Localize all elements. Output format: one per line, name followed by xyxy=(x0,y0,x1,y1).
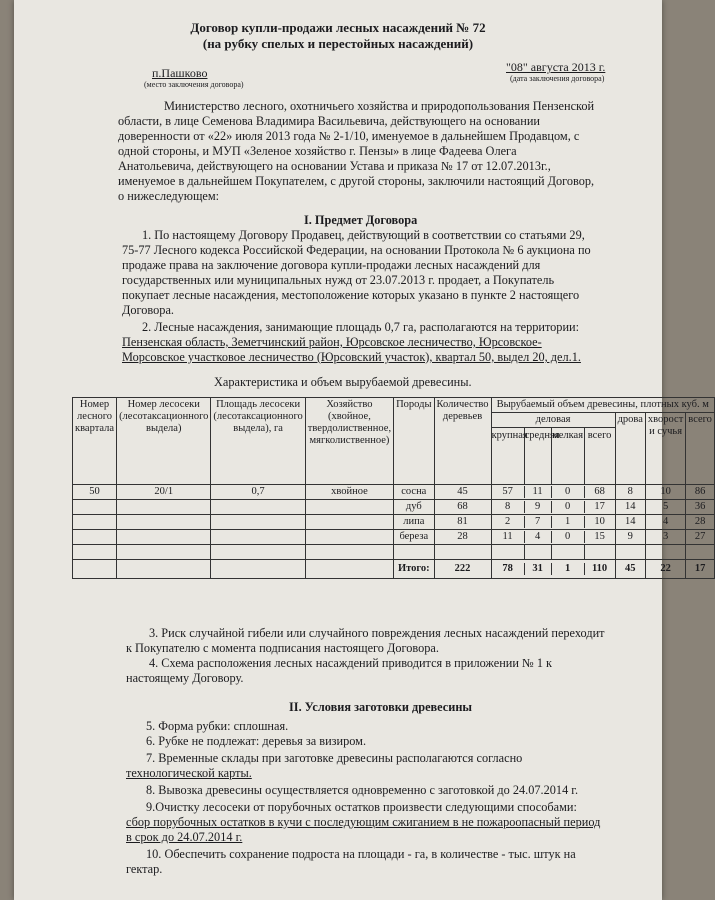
timber-volume-table xyxy=(72,397,715,579)
section2-heading: II. Условия заготовки древесины xyxy=(289,700,473,714)
cell-business-group xyxy=(491,485,615,500)
cell-business-group xyxy=(491,500,615,515)
col-header-area: Площадь лесосеки (лесотаксационного выдела), га xyxy=(211,398,305,485)
date-caption: (дата заключения договора) xyxy=(510,74,605,83)
cell-firewood: 14 xyxy=(615,515,645,530)
col-header-firewood: дрова xyxy=(615,413,645,485)
table-row xyxy=(73,530,715,545)
cell-species: береза xyxy=(394,530,434,545)
cell-brush: 4 xyxy=(645,515,685,530)
cell-large: 2 xyxy=(492,516,525,528)
clause1-line: продаже права на заключение договора купли-продажи лесных насаждений для xyxy=(122,258,541,272)
clause1-line: Договора. xyxy=(122,303,174,317)
clause4-line: настоящему Договору. xyxy=(126,671,244,685)
date-value: "08" августа 2013 г. xyxy=(506,60,606,74)
clause10-line: гектар. xyxy=(126,862,163,876)
preamble-line: именуемое в дальнейшем Покупателем, с другой стороны, заключили настоящий Договор, xyxy=(118,174,595,188)
clause5-line: 5. Форма рубки: сплошная. xyxy=(146,719,289,733)
cell-firewood: 8 xyxy=(615,485,645,500)
cell-total-small: 1 xyxy=(552,563,585,575)
col-header-total: всего xyxy=(686,413,715,485)
cell-deliana: 20/1 xyxy=(117,485,211,500)
cell-medium: 7 xyxy=(525,516,552,528)
cell-total-bus: 110 xyxy=(591,563,608,574)
cell-business-group xyxy=(491,530,615,545)
cell-bus-total: 17 xyxy=(594,501,605,512)
cell-species: дуб xyxy=(394,500,434,515)
clause4-line: 4. Схема расположения лесных насаждений приводится в приложении № 1 к xyxy=(149,656,553,670)
place-caption: (место заключения договора) xyxy=(144,80,244,89)
cell-kvartal: 50 xyxy=(73,485,117,500)
col-header-species: Породы xyxy=(394,398,434,485)
col-header-business: деловая xyxy=(492,413,615,428)
cell-count: 81 xyxy=(434,515,491,530)
cell-bus-total: 15 xyxy=(594,531,605,542)
preamble-line: области, в лице Семенова Владимира Васильевича, действующего на основании xyxy=(118,114,541,128)
clause7-line: технологической карты. xyxy=(126,766,252,780)
cell-total-total: 17 xyxy=(686,560,715,579)
cell-household: хвойное xyxy=(305,485,393,500)
table-total-row xyxy=(73,560,715,579)
preamble-line: о нижеследующем: xyxy=(118,189,220,203)
col-header-deliana: Номер лесосеки (лесотаксационного выдела) xyxy=(117,398,211,485)
cell-total: 28 xyxy=(686,515,715,530)
clause2-location: Морсовское участковое лесничество (Юрсовский участок), квартал 50, выдел 20, дел.1. xyxy=(122,350,581,364)
section1-heading: I. Предмет Договора xyxy=(304,213,418,227)
contract-subtitle: (на рубку спелых и перестойных насаждений) xyxy=(202,36,474,51)
col-header-brush: хворост и сучья xyxy=(645,413,685,485)
cell-small: 1 xyxy=(552,516,585,528)
cell-count: 45 xyxy=(434,485,491,500)
clause2-line: 2. Лесные насаждения, занимающие площадь 0,7 га, располагаются на территории: xyxy=(142,320,580,334)
cell-total-medium: 31 xyxy=(525,563,552,575)
cell-species: липа xyxy=(394,515,434,530)
cell-bus-total: 10 xyxy=(594,516,605,527)
clause10-line: 10. Обеспечить сохранение подроста на площади - га, в количестве - тыс. штук на xyxy=(146,847,576,861)
preamble-line: одной стороны, и МУП «Зеленое хозяйство г. Пензы» в лице Фадеева Олега xyxy=(118,144,517,158)
table-caption: Характеристика и объем вырубаемой древесины. xyxy=(214,375,472,389)
cell-business-group xyxy=(491,515,615,530)
cell-brush: 3 xyxy=(645,530,685,545)
cell-large: 11 xyxy=(492,531,525,543)
cell-total: 86 xyxy=(686,485,715,500)
cell-total-business-group xyxy=(491,560,615,579)
cell-species: сосна xyxy=(394,485,434,500)
preamble-line: доверенности от «22» июля 2013 года № 2-1/10, именуемое в дальнейшем Продавцом, с xyxy=(118,129,580,143)
col-header-household: Хозяйство (хвойное, твердолиственное, мягколиственное) xyxy=(305,398,393,485)
col-header-volume: Вырубаемый объем древесины, плотных куб. м xyxy=(491,398,714,413)
cell-count: 28 xyxy=(434,530,491,545)
cell-medium: 4 xyxy=(525,531,552,543)
cell-total: 36 xyxy=(686,500,715,515)
cell-firewood: 9 xyxy=(615,530,645,545)
cell-small: 0 xyxy=(552,531,585,543)
cell-brush: 10 xyxy=(645,485,685,500)
cell-total-label: Итого: xyxy=(394,560,434,579)
table-row xyxy=(73,515,715,530)
clause9-line: 9.Очистку лесосеки от порубочных остатков произвести следующими способами: xyxy=(146,800,577,814)
col-header-medium: средняя xyxy=(525,428,552,484)
clause1-line: государственных или муниципальных нужд от 23.07.2013 г. продает, а Покупатель xyxy=(122,273,555,287)
table-row-empty xyxy=(73,545,715,560)
preamble-line: Анатольевича, действующего на основании Устава и приказа № 17 от 12.07.2013г., xyxy=(118,159,551,173)
contract-title: Договор купли-продажи лесных насаждений № 72 xyxy=(190,20,486,35)
cell-total-firewood: 45 xyxy=(615,560,645,579)
col-header-bus-total: всего xyxy=(587,430,612,441)
clause3-line: 3. Риск случайной гибели или случайного повреждения лесных насаждений переходит xyxy=(149,626,605,640)
cell-total: 27 xyxy=(686,530,715,545)
clause3-line: к Покупателю с момента подписания настоящего Договора. xyxy=(126,641,439,655)
place-value: п.Пашково xyxy=(152,66,208,80)
document-page xyxy=(14,0,712,900)
clause9-line: сбор порубочных остатков в кучи с последующим сжиганием в не пожароопасный период xyxy=(126,815,601,829)
clause2-location: Пензенская область, Земетчинский район, Юрсовское лесничество, Юрсовское- xyxy=(122,335,542,349)
col-header-large: крупная xyxy=(492,428,525,484)
cell-bus-total: 68 xyxy=(594,486,605,497)
clause6-line: 6. Рубке не подлежат: деревья за визиром. xyxy=(146,734,367,748)
cell-area: 0,7 xyxy=(211,485,305,500)
cell-small: 0 xyxy=(552,486,585,498)
cell-count: 68 xyxy=(434,500,491,515)
clause1-line: 75-77 Лесного кодекса Российской Федерации, на основании Протокола № 6 аукциона по xyxy=(122,243,591,257)
table-row xyxy=(73,485,715,500)
col-header-kvartal: Номер лесного квартала xyxy=(73,398,117,485)
cell-total-count: 222 xyxy=(434,560,491,579)
cell-total-large: 78 xyxy=(492,563,525,575)
col-header-small: мелкая xyxy=(552,428,585,484)
cell-small: 0 xyxy=(552,501,585,513)
preamble-line: Министерство лесного, охотничьего хозяйства и природопользования Пензенской xyxy=(164,99,595,113)
table-row xyxy=(73,500,715,515)
cell-firewood: 14 xyxy=(615,500,645,515)
clause7-line: 7. Временные склады при заготовке древесины располагаются согласно xyxy=(146,751,523,765)
cell-brush: 5 xyxy=(645,500,685,515)
col-header-count: Количество деревьев xyxy=(434,398,491,485)
cell-medium: 9 xyxy=(525,501,552,513)
cell-total-brush: 22 xyxy=(645,560,685,579)
business-group xyxy=(491,413,615,485)
cell-large: 8 xyxy=(492,501,525,513)
cell-large: 57 xyxy=(492,486,525,498)
clause1-line: покупает лесные насаждения, местоположение которых указано в пункте 2 настоящего xyxy=(122,288,580,302)
cell-medium: 11 xyxy=(525,486,552,498)
clause1-line: 1. По настоящему Договору Продавец, действующий в соответствии со статьями 29, xyxy=(142,228,585,242)
clause8-line: 8. Вывозка древесины осуществляется одновременно с заготовкой до 24.07.2014 г. xyxy=(146,783,579,797)
clause9-line: в срок до 24.07.2014 г. xyxy=(126,830,243,844)
